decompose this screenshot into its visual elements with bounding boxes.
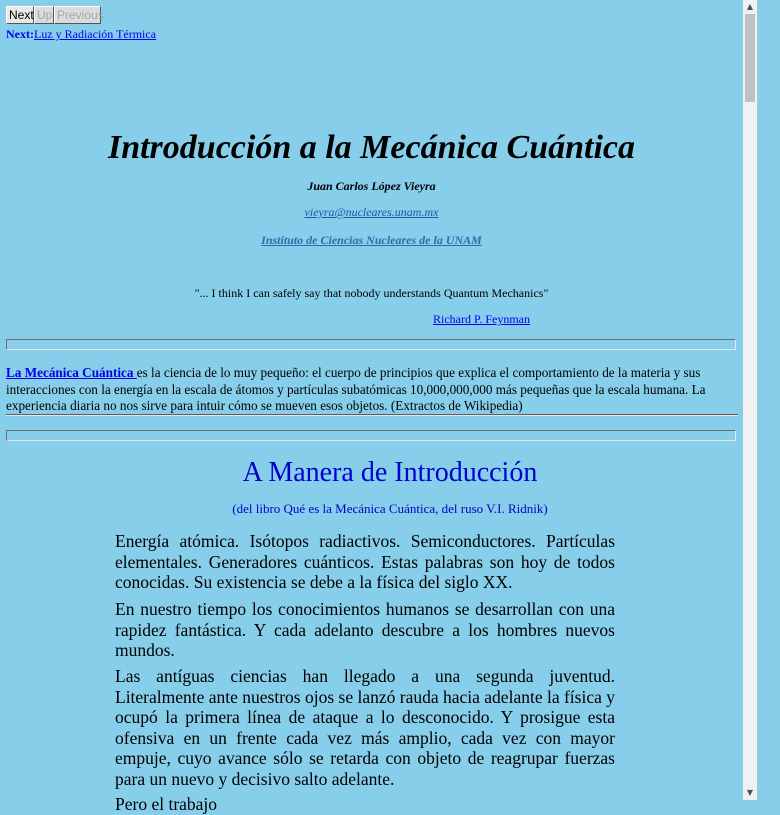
scrollbar-thumb[interactable] <box>745 14 755 102</box>
up-button: Up <box>34 6 54 24</box>
empty-box-bottom <box>6 430 736 441</box>
empty-box-top <box>6 339 736 350</box>
author-name: Juan Carlos López Vieyra <box>307 179 436 193</box>
quote-author <box>433 312 530 327</box>
next-link[interactable]: Luz y Radiación Térmica <box>33 27 157 41</box>
navigation-buttons <box>6 6 104 24</box>
paragraph: Energía atómica. Isótopos radiactivos. Semiconductores. Partículas elementales. Generadores cuánticos. Estas palabras son hoy de todos conocidas. Su existencia se debe a la física del siglo XX. <box>115 531 615 592</box>
vertical-scrollbar[interactable] <box>743 0 757 800</box>
quote: "... I think I can safely say that nobody understands Quantum Mechanics" <box>194 286 549 300</box>
next-button[interactable]: Next <box>6 6 34 24</box>
feynman-link[interactable]: Richard P. Feynman <box>433 312 530 326</box>
page-title: Introducción a la Mecánica Cuántica <box>107 129 636 166</box>
intro-text: es la ciencia de lo muy pequeño: el cuerpo de principios que explica el comportamiento de la materia y sus interacciones con la energía en la escala de átomos y partículas subatómicas 10,000,000,000 más pequeñas que la escala humana. La experiencia diaria no nos sirve para intuir cómo se mueven esos objetos. (Extractos de Wikipedia) <box>6 365 706 413</box>
institution <box>0 233 743 248</box>
mecanica-cuantica-link[interactable]: La Mecánica Cuántica <box>6 365 137 380</box>
previous-button: Previous <box>54 6 101 24</box>
paragraph: En nuestro tiempo los conocimientos humanos se desarrollan con una rapidez fantástica. Y cada adelanto descubre a los hombres nuevos mundos. <box>115 599 615 660</box>
scroll-up-icon[interactable]: ▲ <box>746 2 754 11</box>
institution-link[interactable]: Instituto de Ciencias Nucleares de la UNAM <box>261 233 482 247</box>
section-title: A Manera de Introducción <box>242 457 538 488</box>
divider <box>6 414 738 416</box>
section-source: (del libro Qué es la Mecánica Cuántica, del ruso V.I. Ridnik) <box>232 501 548 516</box>
email-link[interactable]: vieyra@nucleares.unam.mx <box>304 205 439 219</box>
paragraph: Pero el trabajo <box>115 794 218 814</box>
scroll-down-icon[interactable]: ▼ <box>746 788 754 797</box>
author-email <box>0 205 743 220</box>
paragraph: Las antíguas ciencias han llegado a una segunda juventud. Literalmente ante nuestros ojos se lanzó rauda hacia adelante la física y ocupó la primera línea de ataque a lo desconocido. Y prosigue esta ofensiva en un frente cada vez más amplio, cada vez con mayor empuje, cuyo avance sólo se retarda con objeto de reagrupar fuerzas para un nuevo y decisivo salto adelante. <box>115 666 615 789</box>
next-label: Next: <box>6 27 34 41</box>
intro-paragraph <box>6 365 739 415</box>
next-navigation <box>6 27 156 42</box>
